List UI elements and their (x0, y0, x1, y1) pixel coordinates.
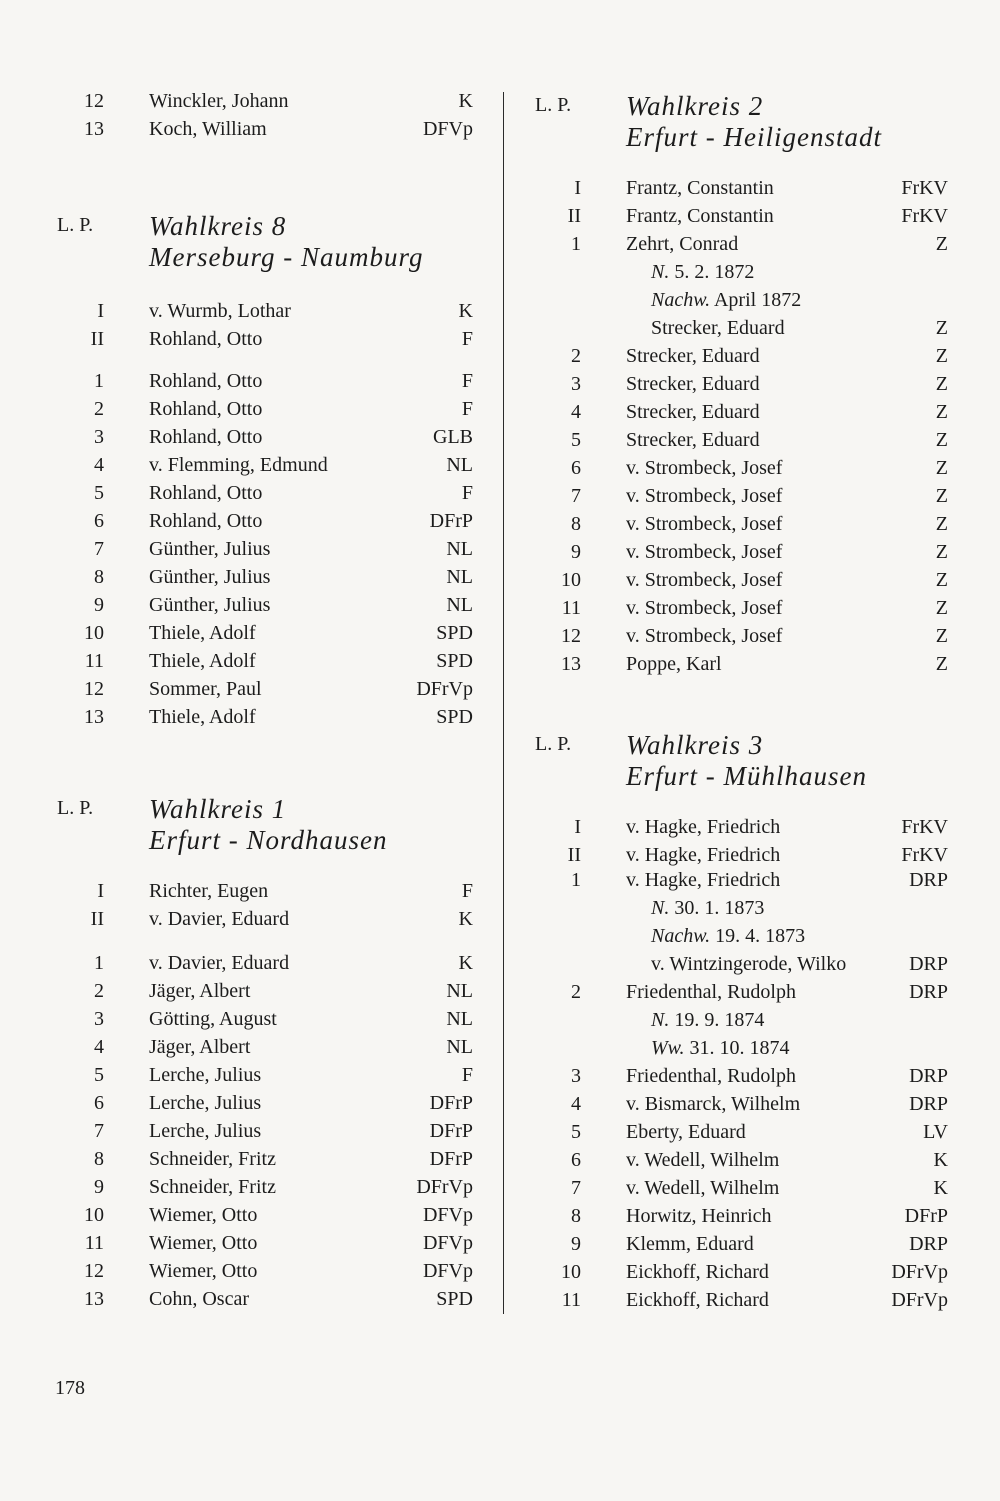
table-row (0, 563, 500, 591)
table-row (0, 1033, 500, 1061)
lp-label: L. P. (535, 733, 572, 755)
row-number: 4 (571, 1093, 581, 1115)
row-number: 8 (94, 566, 104, 588)
table-row (0, 877, 500, 905)
candidate-name: Richter, Eugen (149, 880, 269, 902)
party-label: FrKV (901, 177, 948, 199)
row-number: II (90, 908, 104, 930)
party-label: DFrVp (891, 1289, 948, 1311)
candidate-name: Thiele, Adolf (149, 650, 256, 672)
table-row (505, 426, 1000, 454)
table-row (505, 841, 1000, 869)
row-number: 12 (561, 625, 581, 647)
candidate-name: Friedenthal, Rudolph (626, 981, 796, 1003)
party-label: Z (935, 541, 948, 563)
party-label: DRP (909, 869, 948, 891)
candidate-name: Schneider, Fritz (149, 1148, 276, 1170)
candidate-name: Friedenthal, Rudolph (626, 1065, 796, 1087)
row-number: 9 (94, 594, 104, 616)
note-line (651, 258, 754, 286)
candidate-name: Eberty, Eduard (626, 1121, 746, 1143)
candidate-name: v. Strombeck, Josef (626, 625, 783, 647)
party-label: K (458, 300, 473, 322)
candidate-name: v. Bismarck, Wilhelm (626, 1093, 801, 1115)
note-prefix: N. (651, 261, 670, 283)
candidate-name: v. Wedell, Wilhelm (626, 1149, 780, 1171)
note-date: 31. 10. 1874 (684, 1037, 790, 1059)
table-row (0, 423, 500, 451)
table-row (0, 1117, 500, 1145)
row-number: 12 (84, 678, 104, 700)
note-line (651, 922, 805, 950)
table-row (505, 1174, 1000, 1202)
party-label: Z (935, 653, 948, 675)
candidate-name: Strecker, Eduard (626, 373, 760, 395)
table-row (505, 370, 1000, 398)
row-number: 5 (571, 429, 581, 451)
table-row (0, 367, 500, 395)
candidate-name: v. Strombeck, Josef (626, 541, 783, 563)
table-row (0, 619, 500, 647)
party-label: K (933, 1177, 948, 1199)
row-number: 7 (571, 485, 581, 507)
table-row (505, 286, 1000, 314)
candidate-name: Wiemer, Otto (149, 1260, 258, 1282)
table-row (505, 622, 1000, 650)
party-label: NL (446, 1036, 473, 1058)
party-label: DRP (909, 953, 948, 975)
candidate-name: v. Strombeck, Josef (626, 457, 783, 479)
candidate-name: Lerche, Julius (149, 1120, 262, 1142)
candidate-name: v. Davier, Eduard (149, 908, 290, 930)
note-prefix: Nachw. (651, 925, 711, 947)
candidate-name: Rohland, Otto (149, 426, 263, 448)
district-title: Wahlkreis 2 (626, 91, 764, 121)
row-number: 10 (84, 1204, 104, 1226)
party-label: NL (446, 566, 473, 588)
row-number: 10 (84, 622, 104, 644)
row-number: 1 (571, 233, 581, 255)
candidate-name: Frantz, Constantin (626, 205, 774, 227)
party-label: SPD (436, 650, 473, 672)
party-label: K (933, 1149, 948, 1171)
party-label: Z (935, 345, 948, 367)
candidate-name: Strecker, Eduard (626, 345, 760, 367)
district-subtitle: Erfurt - Mühlhausen (626, 761, 867, 791)
row-number: 13 (561, 653, 581, 675)
row-number: 5 (94, 482, 104, 504)
row-number: I (97, 300, 104, 322)
table-row (0, 1173, 500, 1201)
candidate-name: v. Strombeck, Josef (626, 485, 783, 507)
candidate-name: Zehrt, Conrad (626, 233, 739, 255)
table-row (0, 297, 500, 325)
row-number: 6 (571, 457, 581, 479)
candidate-name: Günther, Julius (149, 566, 271, 588)
candidate-name: v. Wintzingerode, Wilko (651, 953, 847, 975)
table-row (0, 977, 500, 1005)
party-label: Z (935, 485, 948, 507)
note-line (651, 1034, 790, 1062)
table-row (505, 1006, 1000, 1034)
party-label: F (461, 398, 473, 420)
table-row (0, 479, 500, 507)
row-number: 8 (571, 513, 581, 535)
district-title: Wahlkreis 3 (626, 730, 764, 760)
party-label: Z (935, 429, 948, 451)
table-row (0, 535, 500, 563)
row-number: 13 (84, 1288, 104, 1310)
row-number: 2 (94, 398, 104, 420)
row-number: 6 (94, 1092, 104, 1114)
row-number: I (574, 816, 581, 838)
table-row (505, 314, 1000, 342)
table-row (0, 87, 500, 115)
party-label: K (458, 908, 473, 930)
party-label: Z (935, 625, 948, 647)
candidate-name: v. Strombeck, Josef (626, 513, 783, 535)
table-row (505, 1034, 1000, 1062)
table-row (505, 1146, 1000, 1174)
candidate-name: Horwitz, Heinrich (626, 1205, 772, 1227)
party-label: FrKV (901, 816, 948, 838)
table-row (0, 703, 500, 731)
table-row (0, 1089, 500, 1117)
candidate-name: Klemm, Eduard (626, 1233, 754, 1255)
party-label: SPD (436, 1288, 473, 1310)
table-row (505, 866, 1000, 894)
party-label: Z (935, 513, 948, 535)
table-row (505, 1118, 1000, 1146)
candidate-name: Wiemer, Otto (149, 1204, 258, 1226)
row-number: 9 (94, 1176, 104, 1198)
row-number: 4 (94, 454, 104, 476)
candidate-name: Koch, William (149, 118, 267, 140)
note-date: 19. 4. 1873 (710, 925, 806, 947)
table-row (505, 174, 1000, 202)
row-number: 13 (84, 118, 104, 140)
table-row (505, 650, 1000, 678)
candidate-name: Jäger, Albert (149, 980, 251, 1002)
candidate-name: Jäger, Albert (149, 1036, 251, 1058)
table-row (505, 398, 1000, 426)
party-label: Z (935, 233, 948, 255)
party-label: SPD (436, 622, 473, 644)
row-number: 2 (94, 980, 104, 1002)
row-number: 2 (571, 345, 581, 367)
table-row (0, 115, 500, 143)
party-label: NL (446, 538, 473, 560)
party-label: K (458, 952, 473, 974)
party-label: F (461, 1064, 473, 1086)
row-number: 1 (94, 952, 104, 974)
party-label: NL (446, 980, 473, 1002)
party-label: DFVp (422, 1204, 473, 1226)
row-number: 13 (84, 706, 104, 728)
party-label: DRP (909, 981, 948, 1003)
party-label: DFVp (422, 1260, 473, 1282)
note-date: April 1872 (710, 289, 802, 311)
party-label: NL (446, 1008, 473, 1030)
table-row (505, 594, 1000, 622)
row-number: 3 (571, 1065, 581, 1087)
row-number: 11 (561, 597, 581, 619)
district-title: Wahlkreis 8 (149, 211, 287, 241)
table-row (505, 454, 1000, 482)
candidate-name: v. Davier, Eduard (149, 952, 290, 974)
party-label: F (461, 482, 473, 504)
note-prefix: N. (651, 1009, 670, 1031)
row-number: 2 (571, 981, 581, 1003)
candidate-name: v. Strombeck, Josef (626, 597, 783, 619)
party-label: DFrVp (416, 678, 473, 700)
row-number: 9 (571, 1233, 581, 1255)
row-number: 9 (571, 541, 581, 563)
table-row (505, 1062, 1000, 1090)
row-number: I (97, 880, 104, 902)
district-subtitle: Erfurt - Heiligenstadt (626, 122, 882, 152)
table-row (505, 566, 1000, 594)
table-row (505, 1202, 1000, 1230)
table-row (505, 342, 1000, 370)
party-label: DFrP (429, 1148, 473, 1170)
candidate-name: Poppe, Karl (626, 653, 722, 675)
table-row (0, 1229, 500, 1257)
table-row (0, 949, 500, 977)
note-prefix: Nachw. (651, 289, 711, 311)
table-row (505, 950, 1000, 978)
row-number: 8 (571, 1205, 581, 1227)
candidate-name: Wiemer, Otto (149, 1232, 258, 1254)
party-label: F (461, 370, 473, 392)
party-label: GLB (433, 426, 473, 448)
table-row (0, 1145, 500, 1173)
page-number: 178 (55, 1377, 85, 1399)
candidate-name: Rohland, Otto (149, 398, 263, 420)
row-number: 3 (571, 373, 581, 395)
row-number: 8 (94, 1148, 104, 1170)
table-row (505, 813, 1000, 841)
row-number: 6 (571, 1149, 581, 1171)
lp-label: L. P. (57, 797, 94, 819)
candidate-name: Günther, Julius (149, 538, 271, 560)
party-label: DRP (909, 1065, 948, 1087)
table-row (505, 202, 1000, 230)
row-number: I (574, 177, 581, 199)
party-label: Z (935, 373, 948, 395)
candidate-name: v. Hagke, Friedrich (626, 869, 781, 891)
party-label: DRP (909, 1093, 948, 1115)
row-number: 12 (84, 90, 104, 112)
candidate-name: Götting, August (149, 1008, 277, 1030)
row-number: 11 (84, 650, 104, 672)
table-row (0, 905, 500, 933)
note-date: 19. 9. 1874 (669, 1009, 765, 1031)
row-number: 7 (94, 538, 104, 560)
row-number: 11 (84, 1232, 104, 1254)
party-label: DFrP (904, 1205, 948, 1227)
note-line (651, 894, 764, 922)
table-row (0, 395, 500, 423)
row-number: 3 (94, 426, 104, 448)
party-label: DFVp (422, 1232, 473, 1254)
party-label: NL (446, 594, 473, 616)
candidate-name: Eickhoff, Richard (626, 1261, 769, 1283)
row-number: 1 (571, 869, 581, 891)
candidate-name: Rohland, Otto (149, 370, 263, 392)
party-label: Z (935, 457, 948, 479)
table-row (0, 325, 500, 353)
row-number: 6 (94, 510, 104, 532)
party-label: FrKV (901, 844, 948, 866)
row-number: 11 (561, 1289, 581, 1311)
table-row (505, 538, 1000, 566)
district-subtitle: Erfurt - Nordhausen (149, 825, 388, 855)
row-number: 7 (571, 1177, 581, 1199)
party-label: DRP (909, 1233, 948, 1255)
candidate-name: Sommer, Paul (149, 678, 262, 700)
table-row (505, 258, 1000, 286)
table-row (505, 1286, 1000, 1314)
candidate-name: v. Hagke, Friedrich (626, 844, 781, 866)
party-label: NL (446, 454, 473, 476)
table-row (505, 1258, 1000, 1286)
note-prefix: Ww. (651, 1037, 685, 1059)
table-row (0, 675, 500, 703)
row-number: 12 (84, 1260, 104, 1282)
table-row (0, 1061, 500, 1089)
party-label: Z (935, 597, 948, 619)
candidate-name: Frantz, Constantin (626, 177, 774, 199)
table-row (505, 922, 1000, 950)
row-number: 7 (94, 1120, 104, 1142)
row-number: 4 (94, 1036, 104, 1058)
table-row (0, 591, 500, 619)
candidate-name: v. Strombeck, Josef (626, 569, 783, 591)
candidate-name: Günther, Julius (149, 594, 271, 616)
table-row (0, 1201, 500, 1229)
candidate-name: Rohland, Otto (149, 482, 263, 504)
party-label: Z (935, 569, 948, 591)
candidate-name: Strecker, Eduard (626, 401, 760, 423)
candidate-name: Lerche, Julius (149, 1092, 262, 1114)
lp-label: L. P. (57, 214, 94, 236)
party-label: Z (935, 401, 948, 423)
table-row (505, 894, 1000, 922)
candidate-name: v. Wedell, Wilhelm (626, 1177, 780, 1199)
table-row (505, 1230, 1000, 1258)
district-subtitle: Merseburg - Naumburg (149, 242, 424, 272)
candidate-name: v. Hagke, Friedrich (626, 816, 781, 838)
candidate-name: v. Wurmb, Lothar (149, 300, 291, 322)
row-number: 10 (561, 1261, 581, 1283)
table-row (0, 507, 500, 535)
table-row (505, 1090, 1000, 1118)
note-prefix: N. (651, 897, 670, 919)
table-row (505, 482, 1000, 510)
note-date: 5. 2. 1872 (669, 261, 755, 283)
party-label: LV (923, 1121, 948, 1143)
party-label: FrKV (901, 205, 948, 227)
note-date: 30. 1. 1873 (669, 897, 765, 919)
row-number: 10 (561, 569, 581, 591)
row-number: 4 (571, 401, 581, 423)
candidate-name: Eickhoff, Richard (626, 1289, 769, 1311)
row-number: 1 (94, 370, 104, 392)
candidate-name: Thiele, Adolf (149, 622, 256, 644)
party-label: DFVp (422, 118, 473, 140)
lp-label: L. P. (535, 94, 572, 116)
party-label: DFrVp (891, 1261, 948, 1283)
row-number: 3 (94, 1008, 104, 1030)
party-label: F (461, 880, 473, 902)
column-divider (503, 92, 504, 1314)
table-row (0, 1257, 500, 1285)
candidate-name: Thiele, Adolf (149, 706, 256, 728)
row-number: II (567, 205, 581, 227)
table-row (505, 510, 1000, 538)
candidate-name: Winckler, Johann (149, 90, 289, 112)
note-line (651, 286, 801, 314)
table-row (505, 978, 1000, 1006)
table-row (0, 451, 500, 479)
candidate-name: Rohland, Otto (149, 328, 263, 350)
party-label: DFrP (429, 1092, 473, 1114)
row-number: II (567, 844, 581, 866)
row-number: 5 (94, 1064, 104, 1086)
party-label: Z (935, 317, 948, 339)
candidate-name: Cohn, Oscar (149, 1288, 249, 1310)
candidate-name: v. Flemming, Edmund (149, 454, 328, 476)
table-row (0, 1005, 500, 1033)
row-number: 5 (571, 1121, 581, 1143)
row-number: II (90, 328, 104, 350)
party-label: DFrP (429, 1120, 473, 1142)
table-row (0, 1285, 500, 1313)
candidate-name: Strecker, Eduard (651, 317, 785, 339)
candidate-name: Schneider, Fritz (149, 1176, 276, 1198)
table-row (505, 230, 1000, 258)
table-row (0, 647, 500, 675)
party-label: DFrVp (416, 1176, 473, 1198)
candidate-name: Rohland, Otto (149, 510, 263, 532)
party-label: F (461, 328, 473, 350)
district-title: Wahlkreis 1 (149, 794, 287, 824)
candidate-name: Lerche, Julius (149, 1064, 262, 1086)
party-label: K (458, 90, 473, 112)
note-line (651, 1006, 764, 1034)
party-label: SPD (436, 706, 473, 728)
party-label: DFrP (429, 510, 473, 532)
candidate-name: Strecker, Eduard (626, 429, 760, 451)
